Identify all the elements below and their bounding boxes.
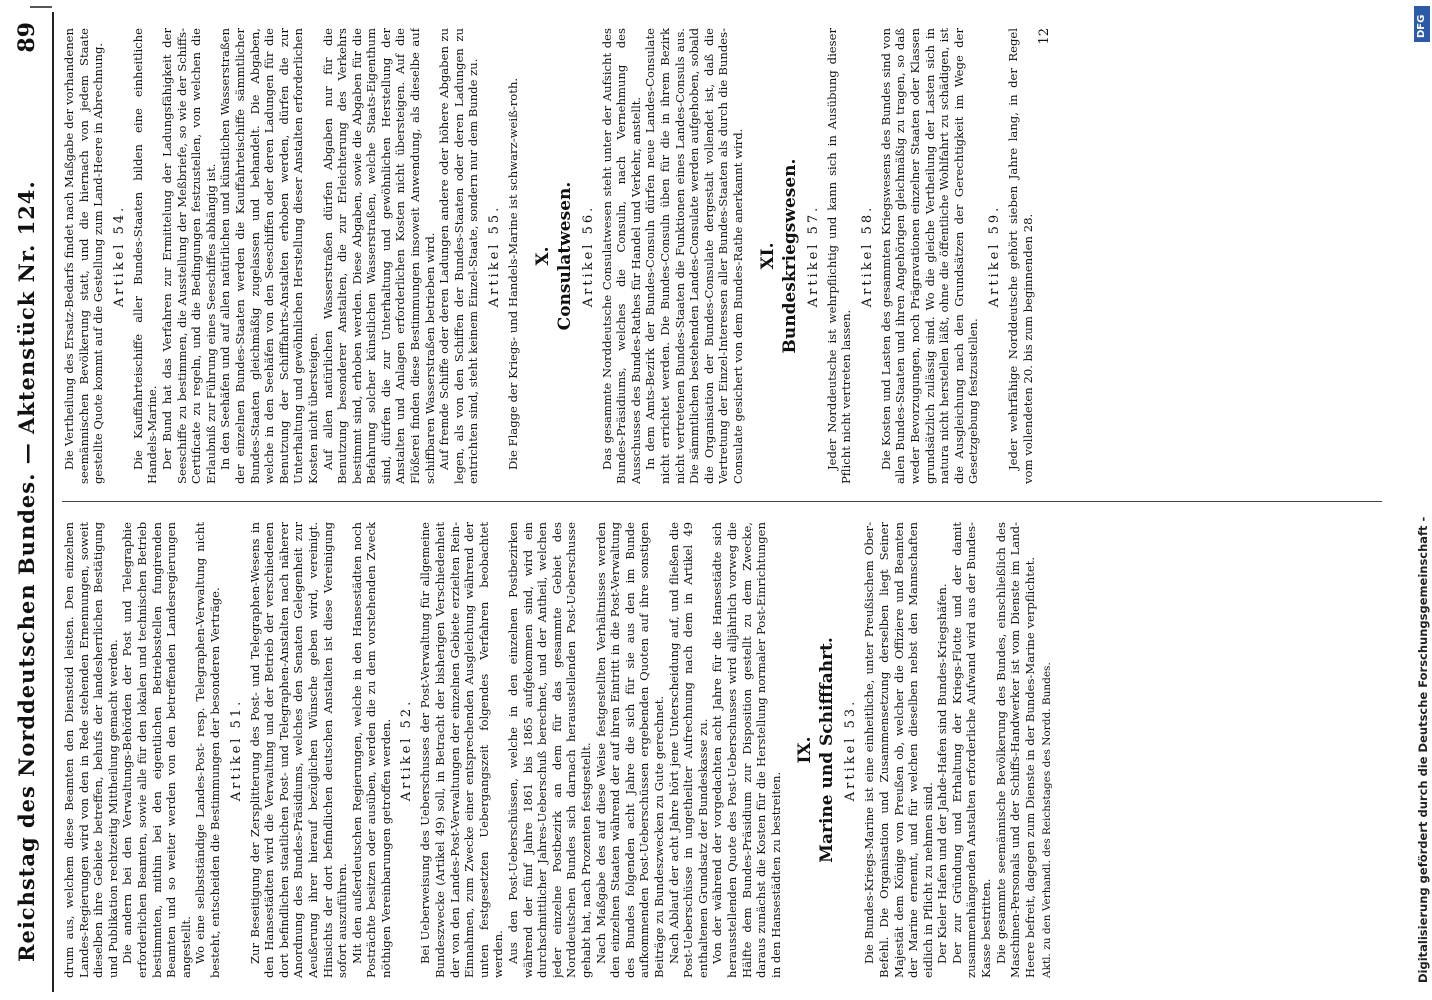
paragraph: Der Kieler Hafen und der Jahde-Hafen sind Bundes-Kriegshäfen. xyxy=(935,583,950,964)
left-column xyxy=(62,522,1382,978)
article-heading: Artikel 52. xyxy=(399,698,415,802)
paragraph: Die Kosten und Lasten des gesammten Kriegswesens des Bundes sind von allen Bundes-Staaten und ihren Angehörigen gleichmäßig zu tragen, so daß weder Bevorzugungen, noch Prägravationen einzelner Staaten oder Klassen grundsätzlich zulässig sind. Wo die gleiche Vertheilung der Lasten sich in natura nicht herstellen läßt, ohne die öffentliche Wohlfahrt zu schädigen, ist die Ausgleichung nach den Grundsätzen der Gerechtigkeit im Wege der Gesetzgebung festzustellen. xyxy=(878,28,981,484)
paragraph: Der zur Gründung und Erhaltung der Kriegs-Flotte und der damit zusammenhängenden Anstalten erforderliche Aufwand wird aus der Bundes-Kasse bestritten. xyxy=(949,522,994,978)
paragraph: drum aus, welchem diese Beamten den Diensteid leisten. Den einzelnen Landes-Regierungen wird von den in Rede stehenden Ernennungen, soweit dieselben ihre Gebiete betreffen, behufs der landesherrlichen Bestätigung und Publikation rechtzeitig Mittheilung gemacht werden. xyxy=(62,522,120,978)
page-header xyxy=(8,12,54,992)
dfg-logo-label: DFG xyxy=(1416,14,1427,38)
article-heading: Artikel 54. xyxy=(111,204,127,308)
paragraph: Bei Ueberweisung des Ueberschusses der Post-Verwaltung für allgemeine Bundeszwecke (Artikel 49) soll, in Betracht der bisherigen Verschiedenheit der von den Landes-Post-Verwaltungen der einzelnen Gebiete erzielten Rein-Einnahmen, zum Zwecke einer entsprechenden Ausgleichung während der unten festgesetzten Uebergangszeit folgendes Verfahren beobachtet werden. xyxy=(418,522,506,978)
sheet-number: 12 xyxy=(1037,28,1053,45)
paragraph: Jeder Norddeutsche ist wehrpflichtig und kann sich in Ausübung dieser Pflicht nicht vertreten lassen. xyxy=(824,28,854,484)
section-number: X. xyxy=(532,246,553,266)
paragraph: Mit den außerdeutschen Regierungen, welche in den Hansestädten noch Posträchte besitzen oder ausüben, werden die zu dem vorstehenden Zweck nöthigen Vereinbarungen getroffen werden. xyxy=(349,522,393,978)
paragraph: Wo eine selbstständige Landes-Post- resp. Telegraphen-Verwaltung nicht besteht, entscheiden die Bestimmungen der besonderen Verträge. xyxy=(193,522,222,978)
section-title: Marine und Schifffahrt. xyxy=(817,637,838,863)
paragraph: Die andern bei den Verwaltungs-Behörden der Post und Telegraphie erforderlichen Beamten, sowie alle für den lokalen und technischen Betrieb bestimmten, mithin bei den eigentlichen Betriebsstellen fungirenden Beamten und so weiter werden von den betreffenden Landesregierungen angestellt. xyxy=(120,522,193,978)
top-edge-mark xyxy=(30,6,52,8)
paragraph: Auf fremde Schiffe oder deren Ladungen andere oder höhere Abgaben zu legen, als von den Schiffen der Bundes-Staaten oder deren Ladungen zu entrichten sind, steht keinem Einzel-Staate, sondern nur dem Bunde zu. xyxy=(437,28,481,484)
section-number: IX. xyxy=(795,736,816,764)
paragraph: Das gesammte Norddeutsche Consulatwesen steht unter der Aufsicht des Bundes-Präsidiums, welches die Consuln, nach Vernehmung des Ausschusses des Bundes-Rathes für Handel und Verkehr, anstellt. xyxy=(599,28,643,484)
paragraph: Die Kauffahrteischiffe aller Bundes-Staaten bilden eine einheitliche Handels-Marine. xyxy=(130,28,160,484)
page-number: 89 xyxy=(14,22,40,53)
paragraph: Auf allen natürlichen Wasserstraßen dürfen Abgaben nur für die Benutzung besonderer Anstalten, die zur Erleichterung des Verkehrs bestimmt sind, erhoben werden. Diese Abgaben, sowie die Abgaben für die Befahrung solcher künstlichen Wasserstraßen, welche Staats-Eigenthum sind, dürfen die zur Unterhaltung und gewöhnlichen Herstellung der Anstalten und Anlagen erforderlichen Kosten nicht übersteigen. Auf die Flößerei finden diese Bestimmungen insoweit Anwendung, als dieselbe auf schiffbaren Wasserstraßen betrieben wird. xyxy=(320,28,437,484)
watermark-text: Digitalisierung gefördert durch die Deutsche Forschungsgemeinschaft - xyxy=(1416,516,1430,983)
paragraph: Die Vertheilung des Ersatz-Bedarfs findet nach Maßgabe der vorhandenen seemännischen Bevölkerung statt, und die hiernach von jedem Staate gestellte Quote kommt auf die Gestellung zum Land-Heere in Abrechnung. xyxy=(62,28,106,484)
article-heading: Artikel 51. xyxy=(228,698,244,802)
article-heading: Artikel 59. xyxy=(986,204,1002,308)
paragraph: Jeder wehrfähige Norddeutsche gehört sieben Jahre lang, in der Regel vom vollendeten 20. bis zum beginnenden 28. xyxy=(1005,28,1035,484)
paragraph: Zur Beseitigung der Zersplitterung des Post- und Telegraphen-Wesens in den Hansestädten wird die Verwaltung und der Betrieb der verschiedenen dort befindlichen staatlichen Post- und Telegraphen-Anstalten nach näherer Anordnung des Bundes-Präsidiums, welches den Senaten Gelegenheit zur Aeußerung ihrer hierauf bezüglichen Wünsche geben wird, vereinigt. Hinsichts der dort befindlichen deutschen Anstalten ist diese Vereinigung sofort auszuführen. xyxy=(247,522,350,978)
section-title: Bundeskriegswesen. xyxy=(779,158,800,354)
paragraph: In den Seehäfen und auf allen natürlichen und künstlichen Wasserstraßen der einzelnen Bundes-Staaten werden die Kauffahrteischiffe sämmtlicher Bundes-Staaten gleichmäßig zugelassen und behandelt. Die Abgaben, welche in den Seehäfen von den Seeschiffen oder deren Ladungen für die Benutzung der Schifffahrts-Anstalten erhoben werden, dürfen die zur Unterhaltung und gewöhnlichen Herstellung dieser Anstalten erforderlichen Kosten nicht übersteigen. xyxy=(218,28,320,484)
paragraph: Aus den Post-Ueberschüssen, welche in den einzelnen Postbezirken während der fünf Jahre 1861 bis 1865 aufgekommen sind, wird ein durchschnittlicher Jahres-Ueberschuß berechnet, und der Antheil, welchen jeder einzelne Postbezirk an dem für das gesammte Gebiet des Norddeutschen Bundes sich darnach herausstellenden Post-Ueberschusse gehabt hat, nach Prozenten festgestellt. xyxy=(506,522,593,978)
article-heading: Artikel 57. xyxy=(805,204,821,308)
column-divider xyxy=(62,501,1382,502)
page-title: Reichstag des Norddeutschen Bundes. — Aktenstück Nr. 124. xyxy=(14,180,39,962)
paragraph: Der Bund hat das Verfahren zur Ermittelung der Ladungsfähigkeit der Seeschiffe zu bestimmen, die Ausstellung der Meßbriefe, so wie der Schiffs-Certificate zu regeln, und die Bedingungen festzustellen, von welchen die Erlaubniß zur Führung eines Seeschiffes abhängig ist. xyxy=(159,28,218,484)
article-heading: Artikel 53. xyxy=(843,698,859,802)
right-column xyxy=(62,28,1382,484)
article-heading: Artikel 58. xyxy=(859,204,875,308)
paragraph: Die gesammte seemännische Bevölkerung des Bundes, einschließlich des Maschinen-Personals und der Schiffs-Handwerker ist vom Dienste im Land-Heere befreit, dagegen zum Dienste in der Bundes-Marine verpflichtet. xyxy=(993,522,1037,978)
article-heading: Artikel 55. xyxy=(487,204,503,308)
paragraph: Nach Maßgabe des auf diese Weise festgestellten Verhältnisses werden den einzelnen Staaten während der auf ihren Eintritt in die Post-Verwaltung des Bundes folgenden acht Jahre die sich für sie aus den im Bunde aufkommenden Post-Ueberschüssen ergebenden Quoten auf ihre sonstigen Beiträge zu Bundeszwecken zu Gute gerechnet. xyxy=(593,522,666,978)
dfg-logo xyxy=(1414,6,1430,42)
paragraph: Die Flagge der Kriegs- und Handels-Marine ist schwarz-weiß-roth. xyxy=(506,77,521,470)
section-number: XI. xyxy=(757,242,778,270)
paragraph: In dem Amts-Bezirk der Bundes-Consuln dürfen neue Landes-Consulate nicht errichtet werden. Die Bundes-Consuln üben für die in ihrem Bezirk nicht vertretenen Bundes-Staaten die Funktionen eines Landes-Consuls aus. Die sämmtlichen bestehenden Landes-Consulate werden aufgehoben, sobald die Organisation der Bundes-Consulate dergestalt vollendet ist, daß die Vertretung der Einzel-Interessen aller Bundes-Staaten als durch die Bundes-Consulate gesichert von dem Bundes-Rathe anerkannt wird. xyxy=(643,28,745,484)
watermark xyxy=(1410,8,1430,988)
article-heading: Artikel 56. xyxy=(580,204,596,308)
section-title: Consulatwesen. xyxy=(554,181,575,331)
footnote: Aktl. zu den Verhandl. des Reichstages des Nordd. Bundes. xyxy=(1041,662,1054,978)
document-page xyxy=(8,12,1403,992)
paragraph: Von der während der vorgedachten acht Jahre für die Hansestädte sich herausstellenden Quote des Post-Ueberschusses wird alljährlich vorweg die Hälfte dem Bundes-Präsidium zur Disposition gestellt zu dem Zwecke, daraus zunächst die Kosten für die Herstellung normaler Post-Einrichtungen in den Hansestädten zu bestreiten. xyxy=(710,522,783,978)
paragraph: Die Bundes-Kriegs-Marine ist eine einheitliche, unter Preußischem Ober-Befehl. Die Organisation und Zusammensetzung derselben liegt Seiner Majestät dem Könige von Preußen ob, welcher die Offiziere und Beamten der Marine ernennt, und für welchen dieselben nebst den Mannschaften eidlich in Pflicht zu nehmen sind. xyxy=(862,522,935,978)
paragraph: Nach Ablauf der acht Jahre hört jene Unterscheidung auf, und fließen die Post-Ueberschüsse in ungetheilter Aufrechnung nach dem in Artikel 49 enthaltenen Grundsatz der Bundeskasse zu. xyxy=(666,522,710,978)
